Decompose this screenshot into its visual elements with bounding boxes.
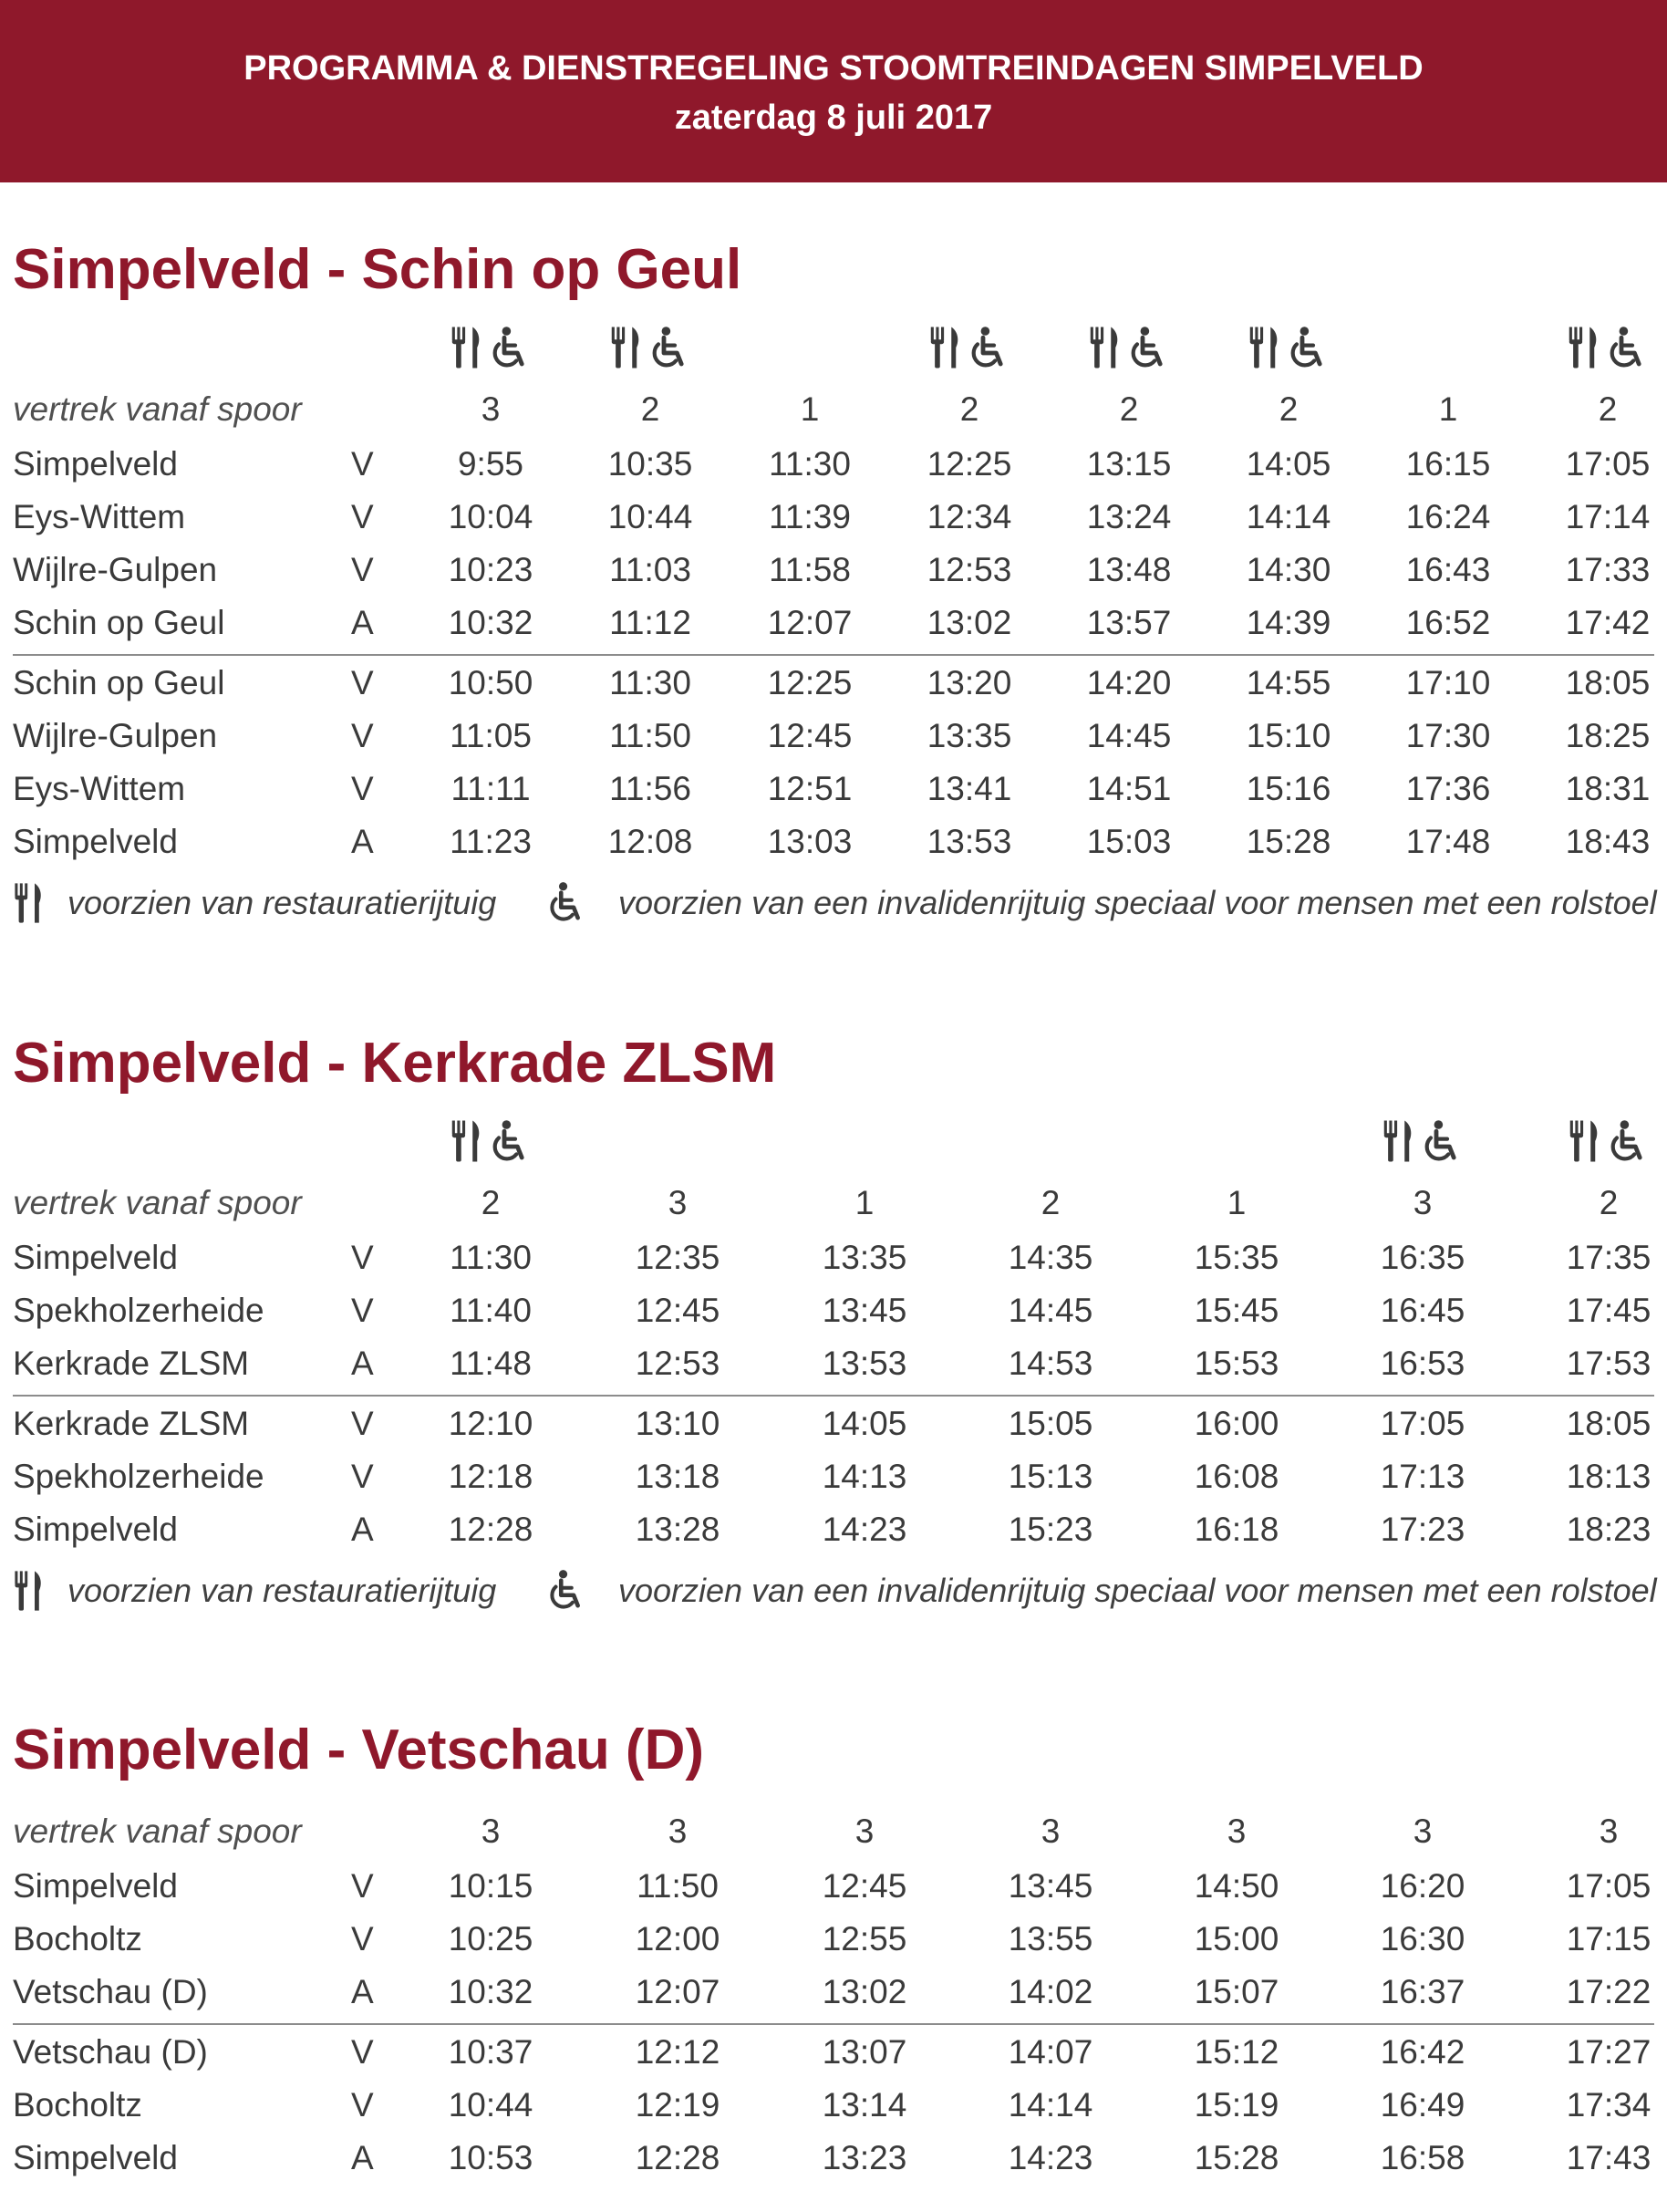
time-cell: 15:05	[1008, 1405, 1093, 1442]
time-cell: 14:05	[822, 1405, 907, 1442]
time-cell: 17:22	[1566, 1973, 1651, 2010]
time-cell: 17:48	[1405, 823, 1491, 860]
time-cell: 17:45	[1566, 1292, 1651, 1329]
amenity-icons	[445, 1115, 536, 1168]
time-cell: 11:12	[609, 604, 691, 641]
legend-restaurant-text: voorzien van restauratierijtuig	[67, 884, 497, 921]
time-cell: 18:05	[1566, 1405, 1651, 1442]
spoor-number: 3	[1413, 1184, 1433, 1221]
spoor-number: 2	[1119, 390, 1139, 428]
time-cell: 17:13	[1380, 1458, 1465, 1495]
time-cell: 13:57	[1086, 604, 1172, 641]
spoor-number: 2	[481, 1184, 501, 1221]
spoor-number: 3	[668, 1812, 688, 1850]
time-cell: 13:02	[822, 1973, 907, 2010]
spoor-row	[0, 383, 1667, 436]
outbound-row	[0, 1284, 1667, 1337]
outbound-row	[0, 1337, 1667, 1390]
time-cell: 15:45	[1194, 1292, 1279, 1329]
section-title: Simpelveld - Schin op Geul	[13, 238, 742, 301]
arrival-departure-code: V	[351, 1405, 374, 1442]
spoor-number: 3	[1413, 1812, 1433, 1850]
time-cell: 13:18	[635, 1458, 720, 1495]
restaurant-icon	[450, 1118, 484, 1164]
time-cell: 10:53	[448, 2139, 533, 2176]
return-row	[0, 2132, 1667, 2185]
time-cell: 12:07	[635, 1973, 720, 2010]
time-cell: 16:42	[1380, 2033, 1465, 2071]
time-cell: 14:45	[1086, 717, 1172, 754]
arrival-departure-code: V	[351, 717, 374, 754]
time-cell: 16:35	[1380, 1239, 1465, 1276]
station-name: Simpelveld	[13, 445, 178, 483]
time-cell: 12:00	[635, 1920, 720, 1958]
time-cell: 16:53	[1380, 1345, 1465, 1382]
arrival-departure-code: V	[351, 1239, 374, 1276]
time-cell: 12:07	[767, 604, 853, 641]
spoor-row	[0, 1177, 1667, 1230]
spoor-number: 3	[1227, 1812, 1247, 1850]
time-cell: 13:07	[822, 2033, 907, 2071]
outbound-row	[0, 544, 1667, 597]
wheelchair-icon	[1286, 326, 1330, 369]
time-cell: 12:45	[822, 1867, 907, 1905]
time-cell: 16:49	[1380, 2086, 1465, 2124]
time-cell: 13:23	[822, 2139, 907, 2176]
time-cell: 14:30	[1246, 551, 1331, 588]
wheelchair-icon	[488, 1119, 532, 1163]
time-cell: 11:58	[769, 551, 851, 588]
restaurant-icon	[1248, 325, 1282, 370]
station-name: Simpelveld	[13, 823, 178, 860]
header-date: zaterdag 8 juli 2017	[674, 99, 993, 137]
time-cell: 12:10	[448, 1405, 533, 1442]
time-cell: 15:00	[1194, 1920, 1279, 1958]
time-cell: 18:05	[1565, 664, 1651, 701]
time-cell: 13:53	[822, 1345, 907, 1382]
arrival-departure-code: A	[351, 2139, 374, 2176]
restaurant-icon	[13, 1569, 46, 1613]
timetable-section	[0, 1014, 1667, 1609]
time-cell: 15:07	[1194, 1973, 1279, 2010]
time-cell: 18:23	[1566, 1511, 1651, 1548]
amenity-icons	[1377, 1115, 1468, 1168]
time-cell: 11:50	[609, 717, 691, 754]
time-cell: 13:55	[1008, 1920, 1093, 1958]
station-name: Bocholtz	[13, 2086, 142, 2124]
arrival-departure-code: V	[351, 664, 374, 701]
time-cell: 14:20	[1086, 664, 1172, 701]
station-name: Schin op Geul	[13, 664, 225, 701]
arrival-departure-code: V	[351, 2033, 374, 2071]
timetable-section	[0, 1701, 1667, 2212]
time-cell: 16:24	[1405, 498, 1491, 535]
time-cell: 18:31	[1565, 770, 1651, 807]
time-cell: 16:15	[1405, 445, 1491, 483]
legend	[0, 876, 1667, 930]
time-cell: 10:44	[607, 498, 693, 535]
station-name: Simpelveld	[13, 1239, 178, 1276]
time-cell: 12:35	[635, 1239, 720, 1276]
restaurant-icon	[1567, 325, 1601, 370]
time-cell: 14:02	[1008, 1973, 1093, 2010]
time-cell: 16:45	[1380, 1292, 1465, 1329]
time-cell: 11:50	[637, 1867, 719, 1905]
legend	[0, 1563, 1667, 1618]
time-cell: 16:18	[1194, 1511, 1279, 1548]
amenity-icons	[1563, 1115, 1654, 1168]
time-cell: 13:35	[927, 717, 1012, 754]
amenity-icons	[1243, 321, 1334, 374]
time-cell: 11:48	[450, 1345, 532, 1382]
time-cell: 12:45	[767, 717, 853, 754]
time-cell: 15:28	[1194, 2139, 1279, 2176]
restaurant-icon	[1088, 325, 1123, 370]
time-cell: 15:13	[1008, 1458, 1093, 1495]
arrival-departure-code: V	[351, 498, 374, 535]
outbound-row	[0, 1231, 1667, 1284]
outbound-row	[0, 491, 1667, 544]
outbound-row	[0, 597, 1667, 649]
spoor-number: 3	[481, 390, 501, 428]
time-cell: 17:10	[1405, 664, 1491, 701]
spoor-number: 2	[1041, 1184, 1061, 1221]
time-cell: 17:42	[1565, 604, 1651, 641]
spoor-number: 1	[1438, 390, 1458, 428]
time-cell: 12:25	[927, 445, 1012, 483]
restaurant-icon	[1568, 1118, 1602, 1164]
wheelchair-icon	[545, 1569, 587, 1611]
amenity-icons	[1083, 321, 1175, 374]
arrival-departure-code: A	[351, 1973, 374, 2010]
time-cell: 16:58	[1380, 2139, 1465, 2176]
time-cell: 12:51	[767, 770, 853, 807]
time-cell: 11:05	[450, 717, 532, 754]
time-cell: 11:03	[609, 551, 691, 588]
station-name: Wijlre-Gulpen	[13, 717, 218, 754]
time-cell: 13:15	[1086, 445, 1172, 483]
time-cell: 11:56	[609, 770, 691, 807]
time-cell: 14:13	[822, 1458, 907, 1495]
legend-wheelchair-text: voorzien van een invalidenrijtuig speciaal voor mensen met een rolstoel	[618, 1572, 1657, 1609]
time-cell: 14:35	[1008, 1239, 1093, 1276]
time-cell: 14:53	[1008, 1345, 1093, 1382]
time-cell: 16:52	[1405, 604, 1491, 641]
time-cell: 16:43	[1405, 551, 1491, 588]
wheelchair-icon	[967, 326, 1010, 369]
outbound-row	[0, 1966, 1667, 2019]
arrival-departure-code: V	[351, 1867, 374, 1905]
time-cell: 15:53	[1194, 1345, 1279, 1382]
section-title: Simpelveld - Vetschau (D)	[13, 1719, 704, 1781]
amenity-icons	[605, 321, 696, 374]
station-name: Vetschau (D)	[13, 2033, 208, 2071]
time-cell: 14:14	[1008, 2086, 1093, 2124]
time-cell: 13:20	[927, 664, 1012, 701]
time-cell: 13:03	[767, 823, 853, 860]
wheelchair-icon	[1420, 1119, 1464, 1163]
time-cell: 9:55	[457, 445, 523, 483]
wheelchair-icon	[1606, 1119, 1650, 1163]
time-cell: 16:20	[1380, 1867, 1465, 1905]
station-name: Simpelveld	[13, 2139, 178, 2176]
return-row	[0, 2079, 1667, 2132]
timetable-section	[0, 221, 1667, 921]
time-cell: 11:30	[769, 445, 851, 483]
time-cell: 17:14	[1565, 498, 1651, 535]
time-cell: 16:37	[1380, 1973, 1465, 2010]
station-name: Simpelveld	[13, 1867, 178, 1905]
time-cell: 10:37	[448, 2033, 533, 2071]
time-cell: 15:16	[1246, 770, 1331, 807]
time-cell: 13:45	[822, 1292, 907, 1329]
time-cell: 13:28	[635, 1511, 720, 1548]
time-cell: 12:08	[607, 823, 693, 860]
spoor-number: 3	[481, 1812, 501, 1850]
time-cell: 17:15	[1566, 1920, 1651, 1958]
section-title: Simpelveld - Kerkrade ZLSM	[13, 1032, 777, 1095]
time-cell: 12:18	[448, 1458, 533, 1495]
time-cell: 15:10	[1246, 717, 1331, 754]
outbound-row	[0, 438, 1667, 491]
time-cell: 11:30	[609, 664, 691, 701]
time-cell: 14:14	[1246, 498, 1331, 535]
return-row	[0, 657, 1667, 710]
time-cell: 13:48	[1086, 551, 1172, 588]
return-row	[0, 1503, 1667, 1556]
direction-separator	[13, 1395, 1654, 1397]
station-name: Simpelveld	[13, 1511, 178, 1548]
arrival-departure-code: V	[351, 770, 374, 807]
time-cell: 10:44	[448, 2086, 533, 2124]
time-cell: 17:23	[1380, 1511, 1465, 1548]
time-cell: 10:04	[448, 498, 533, 535]
restaurant-icon	[609, 325, 644, 370]
header-title: PROGRAMMA & DIENSTREGELING STOOMTREINDAGEN SIMPELVELD	[243, 49, 1424, 88]
legend-restaurant-text: voorzien van restauratierijtuig	[67, 1572, 497, 1609]
spoor-number: 1	[800, 390, 820, 428]
time-cell: 14:23	[1008, 2139, 1093, 2176]
arrival-departure-code: A	[351, 604, 374, 641]
arrival-departure-code: A	[351, 1511, 374, 1548]
time-cell: 16:30	[1380, 1920, 1465, 1958]
time-cell: 17:53	[1566, 1345, 1651, 1382]
time-cell: 10:50	[448, 664, 533, 701]
time-cell: 12:45	[635, 1292, 720, 1329]
time-cell: 14:23	[822, 1511, 907, 1548]
time-cell: 17:36	[1405, 770, 1491, 807]
spoor-number: 2	[1599, 1184, 1619, 1221]
time-cell: 17:05	[1566, 1867, 1651, 1905]
time-cell: 14:55	[1246, 664, 1331, 701]
time-cell: 11:23	[450, 823, 532, 860]
time-cell: 10:32	[448, 1973, 533, 2010]
station-name: Wijlre-Gulpen	[13, 551, 218, 588]
spoor-label: vertrek vanaf spoor	[13, 1812, 302, 1850]
spoor-row	[0, 1805, 1667, 1858]
arrival-departure-code: V	[351, 1920, 374, 1958]
time-cell: 17:34	[1566, 2086, 1651, 2124]
outbound-row	[0, 1913, 1667, 1966]
direction-separator	[13, 654, 1654, 656]
page-header	[0, 0, 1667, 182]
time-cell: 14:51	[1086, 770, 1172, 807]
time-cell: 15:12	[1194, 2033, 1279, 2071]
amenity-icons	[924, 321, 1015, 374]
time-cell: 12:28	[448, 1511, 533, 1548]
return-row	[0, 1397, 1667, 1450]
arrival-departure-code: V	[351, 551, 374, 588]
arrival-departure-code: A	[351, 1345, 374, 1382]
spoor-number: 2	[640, 390, 660, 428]
time-cell: 15:35	[1194, 1239, 1279, 1276]
time-cell: 12:19	[635, 2086, 720, 2124]
time-cell: 17:05	[1565, 445, 1651, 483]
return-row	[0, 763, 1667, 815]
station-name: Kerkrade ZLSM	[13, 1405, 250, 1442]
arrival-departure-code: V	[351, 1458, 374, 1495]
time-cell: 10:32	[448, 604, 533, 641]
time-cell: 12:53	[635, 1345, 720, 1382]
direction-separator	[13, 2023, 1654, 2025]
wheelchair-icon	[1605, 326, 1649, 369]
spoor-number: 2	[1598, 390, 1618, 428]
return-row	[0, 2026, 1667, 2079]
wheelchair-icon	[545, 881, 587, 923]
time-cell: 10:23	[448, 551, 533, 588]
spoor-number: 3	[1041, 1812, 1061, 1850]
time-cell: 11:40	[450, 1292, 532, 1329]
time-cell: 18:43	[1565, 823, 1651, 860]
time-cell: 13:41	[927, 770, 1012, 807]
time-cell: 16:00	[1194, 1405, 1279, 1442]
time-cell: 17:43	[1566, 2139, 1651, 2176]
spoor-number: 2	[1279, 390, 1299, 428]
time-cell: 12:53	[927, 551, 1012, 588]
time-cell: 14:07	[1008, 2033, 1093, 2071]
time-cell: 17:27	[1566, 2033, 1651, 2071]
time-cell: 12:55	[822, 1920, 907, 1958]
time-cell: 16:08	[1194, 1458, 1279, 1495]
time-cell: 17:35	[1566, 1239, 1651, 1276]
return-row	[0, 710, 1667, 763]
arrival-departure-code: A	[351, 823, 374, 860]
time-cell: 11:11	[450, 770, 531, 807]
time-cell: 15:28	[1246, 823, 1331, 860]
spoor-number: 2	[959, 390, 979, 428]
legend-wheelchair-text: voorzien van een invalidenrijtuig speciaal voor mensen met een rolstoel	[618, 884, 1657, 921]
time-cell: 12:34	[927, 498, 1012, 535]
spoor-number: 1	[1227, 1184, 1247, 1221]
station-name: Schin op Geul	[13, 604, 225, 641]
restaurant-icon	[1382, 1118, 1416, 1164]
time-cell: 10:15	[448, 1867, 533, 1905]
station-name: Eys-Wittem	[13, 770, 186, 807]
arrival-departure-code: V	[351, 1292, 374, 1329]
wheelchair-icon	[647, 326, 691, 369]
time-cell: 17:05	[1380, 1405, 1465, 1442]
station-name: Spekholzerheide	[13, 1458, 264, 1495]
amenity-icons	[445, 321, 536, 374]
time-cell: 14:50	[1194, 1867, 1279, 1905]
station-name: Vetschau (D)	[13, 1973, 208, 2010]
time-cell: 13:24	[1086, 498, 1172, 535]
arrival-departure-code: V	[351, 2086, 374, 2124]
time-cell: 13:53	[927, 823, 1012, 860]
time-cell: 18:13	[1566, 1458, 1651, 1495]
time-cell: 13:14	[822, 2086, 907, 2124]
time-cell: 15:03	[1086, 823, 1172, 860]
time-cell: 15:19	[1194, 2086, 1279, 2124]
spoor-label: vertrek vanaf spoor	[13, 390, 302, 428]
station-name: Bocholtz	[13, 1920, 142, 1958]
wheelchair-icon	[488, 326, 532, 369]
station-name: Kerkrade ZLSM	[13, 1345, 250, 1382]
time-cell: 14:39	[1246, 604, 1331, 641]
time-cell: 13:02	[927, 604, 1012, 641]
time-cell: 13:10	[635, 1405, 720, 1442]
amenity-icon-row	[0, 321, 1667, 374]
spoor-number: 1	[854, 1184, 875, 1221]
time-cell: 15:23	[1008, 1511, 1093, 1548]
restaurant-icon	[928, 325, 963, 370]
time-cell: 10:35	[607, 445, 693, 483]
time-cell: 12:28	[635, 2139, 720, 2176]
amenity-icon-row	[0, 1115, 1667, 1168]
time-cell: 11:30	[450, 1239, 532, 1276]
spoor-label: vertrek vanaf spoor	[13, 1184, 302, 1221]
station-name: Eys-Wittem	[13, 498, 186, 535]
arrival-departure-code: V	[351, 445, 374, 483]
return-row	[0, 1450, 1667, 1503]
restaurant-icon	[450, 325, 484, 370]
time-cell: 17:33	[1565, 551, 1651, 588]
time-cell: 18:25	[1565, 717, 1651, 754]
wheelchair-icon	[1126, 326, 1170, 369]
spoor-number: 3	[668, 1184, 688, 1221]
spoor-number: 3	[1599, 1812, 1619, 1850]
outbound-row	[0, 1860, 1667, 1913]
time-cell: 13:35	[822, 1239, 907, 1276]
time-cell: 12:25	[767, 664, 853, 701]
time-cell: 14:05	[1246, 445, 1331, 483]
time-cell: 17:30	[1405, 717, 1491, 754]
time-cell: 10:25	[448, 1920, 533, 1958]
restaurant-icon	[13, 881, 46, 925]
spoor-number: 3	[854, 1812, 875, 1850]
time-cell: 14:45	[1008, 1292, 1093, 1329]
return-row	[0, 815, 1667, 868]
time-cell: 13:45	[1008, 1867, 1093, 1905]
amenity-icons	[1562, 321, 1653, 374]
station-name: Spekholzerheide	[13, 1292, 264, 1329]
time-cell: 11:39	[769, 498, 851, 535]
time-cell: 12:12	[635, 2033, 720, 2071]
